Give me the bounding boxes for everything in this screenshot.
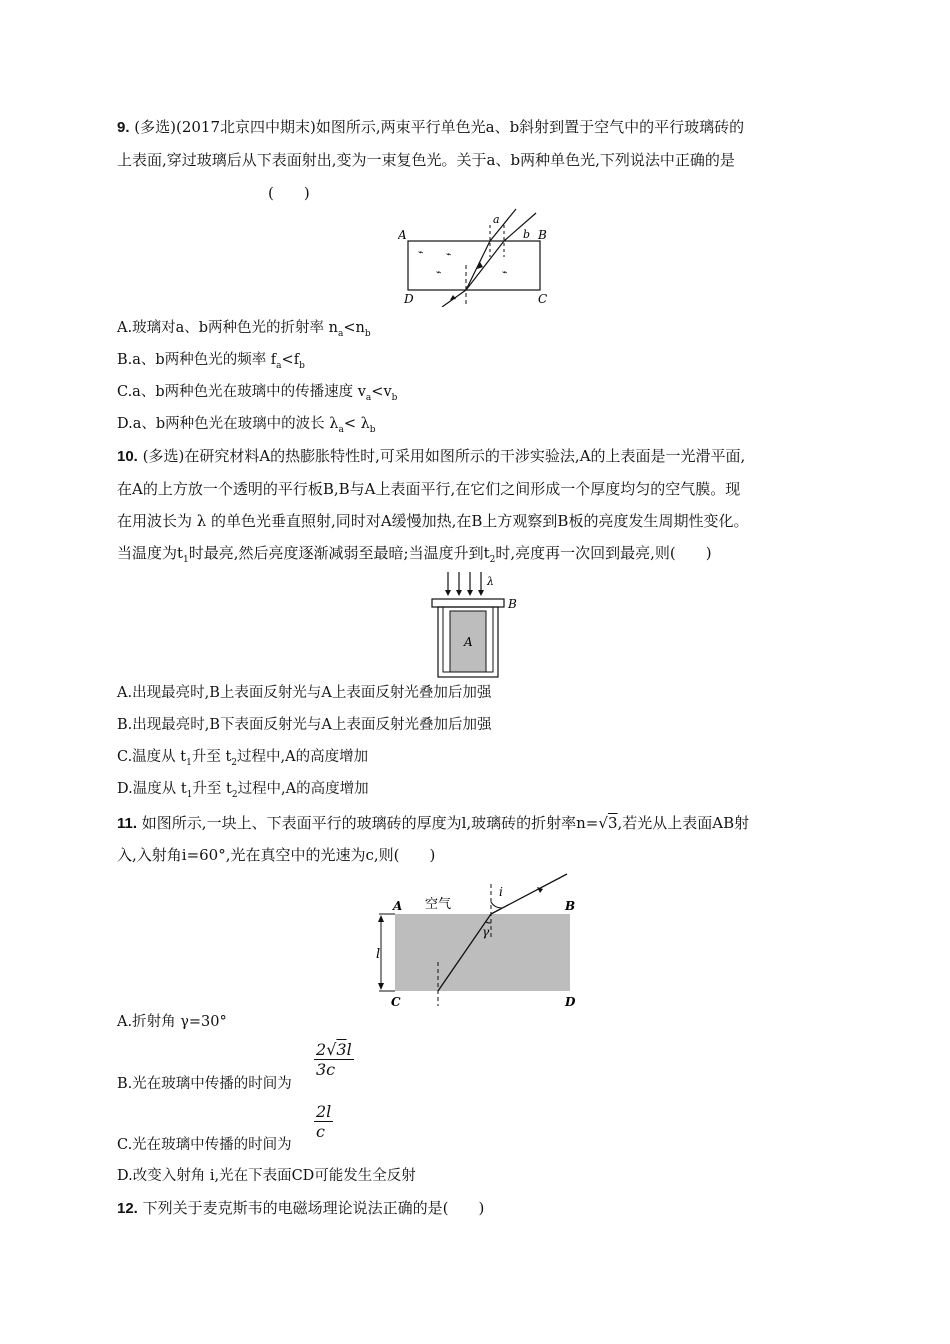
ray-a-refracted [466,241,490,290]
label-lambda: λ [487,575,494,588]
label-C: C [538,292,548,306]
label-A: A [398,228,407,242]
label-gamma: γ [482,925,490,939]
q10-line3: 在用波长为 λ 的单色光垂直照射,同时对A缓慢加热,在B上方观察到B板的亮度发生周期性变化。 [117,512,749,530]
q9-figure [398,207,558,311]
q11-option-a: A.折射角 γ=30° [117,1014,227,1030]
q11-option-d: D.改变入射角 i,光在下表面CD可能发生全反射 [117,1168,416,1184]
svg-text:⌁: ⌁ [502,268,508,278]
q12-line1: 12. 下列关于麦克斯韦的电磁场理论说法正确的是( ) [117,1199,485,1217]
label-A: A [393,899,403,913]
q10-option-c: C.温度从 $t_1$升至 $t_2$过程中,A的高度增加 [117,749,369,768]
interference-apparatus-diagram [428,570,523,682]
q11-option-c: C.光在玻璃中传播的时间为 [117,1137,292,1153]
q9-option-c: C.a、b两种色光在玻璃中的传播速度 $v_a<v_b$ [117,384,398,403]
glass-brick [408,241,540,290]
q11-figure [365,870,585,1014]
q9-number: 9. [117,119,130,136]
q10-option-b: B.出现最亮时,B下表面反射光与A上表面反射光叠加后加强 [117,717,492,733]
q11-line2: 入,入射角i=60°,光在真空中的光速为c,则( ) [117,846,436,864]
label-A: A [464,635,473,649]
label-l: l [376,947,381,962]
q9-option-d: D.a、b两种色光在玻璃中的波长 $\lambda_a< \lambda_b$ [117,416,376,435]
label-B: B [538,228,547,242]
svg-text:⌁: ⌁ [418,248,424,258]
label-D: D [565,995,576,1009]
label-a: a [493,213,500,226]
label-i: i [499,885,503,899]
q10-option-a: A.出现最亮时,B上表面反射光与A上表面反射光叠加后加强 [117,685,492,701]
label-C: C [391,995,401,1009]
glass-brick-diagram [398,207,558,307]
q9-option-a: A.玻璃对a、b两种色光的折射率 $n_a<n_b$ [117,320,371,339]
svg-text:⌁: ⌁ [436,268,442,278]
q9-answer-paren: ( ) [268,184,310,202]
label-B: B [565,899,576,913]
q10-line4: 当温度为$t_1$时最亮,然后亮度逐渐减弱至最暗;当温度升到$t_2$时,亮度再一次回到最亮,则( ) [117,544,712,565]
q11-option-b: B.光在玻璃中传播的时间为 [117,1076,292,1092]
q11-line1: 11. 如图所示,一块上、下表面平行的玻璃砖的厚度为l,玻璃砖的折射率n=√3,若光从上表面AB射 [117,814,750,832]
q9-line2: 上表面,穿过玻璃后从下表面射出,变为一束复色光。关于a、b两种单色光,下列说法中正确的是 [117,151,735,169]
q9-text-1: (多选)(2017北京四中期末)如图所示,两束平行单色光a、b斜射到置于空气中的平行玻璃砖的 [129,118,745,136]
q10-number: 10. [117,448,138,465]
refraction-diagram [365,870,585,1010]
q11-number: 11. [117,815,138,832]
q10-line1: 10. (多选)在研究材料A的热膨胀特性时,可采用如图所示的干涉实验法,A的上表面是一光滑平面, [117,447,746,465]
plate-B [432,599,504,607]
q11-option-c-fraction: 2l c [316,1102,332,1141]
svg-text:⌁: ⌁ [446,250,452,260]
label-air: 空气 [425,897,452,912]
sqrt-sign: √ [598,814,608,832]
label-B: B [508,597,517,611]
q9-option-b: B.a、b两种色光的频率 $f_a<f_b$ [117,352,305,371]
ray-b-refracted [466,241,504,290]
q12-number: 12. [117,1200,138,1217]
q10-figure [428,570,523,686]
label-D: D [404,292,414,306]
q11-option-b-fraction: 2√3l 3c [316,1040,352,1079]
q9-line1 [117,117,744,138]
q10-line2: 在A的上方放一个透明的平行板B,B与A上表面平行,在它们之间形成一个厚度均匀的空气膜。现 [117,480,741,498]
label-b: b [523,228,531,241]
q10-option-d: D.温度从 $t_1$升至 $t_2$过程中,A的高度增加 [117,781,369,800]
